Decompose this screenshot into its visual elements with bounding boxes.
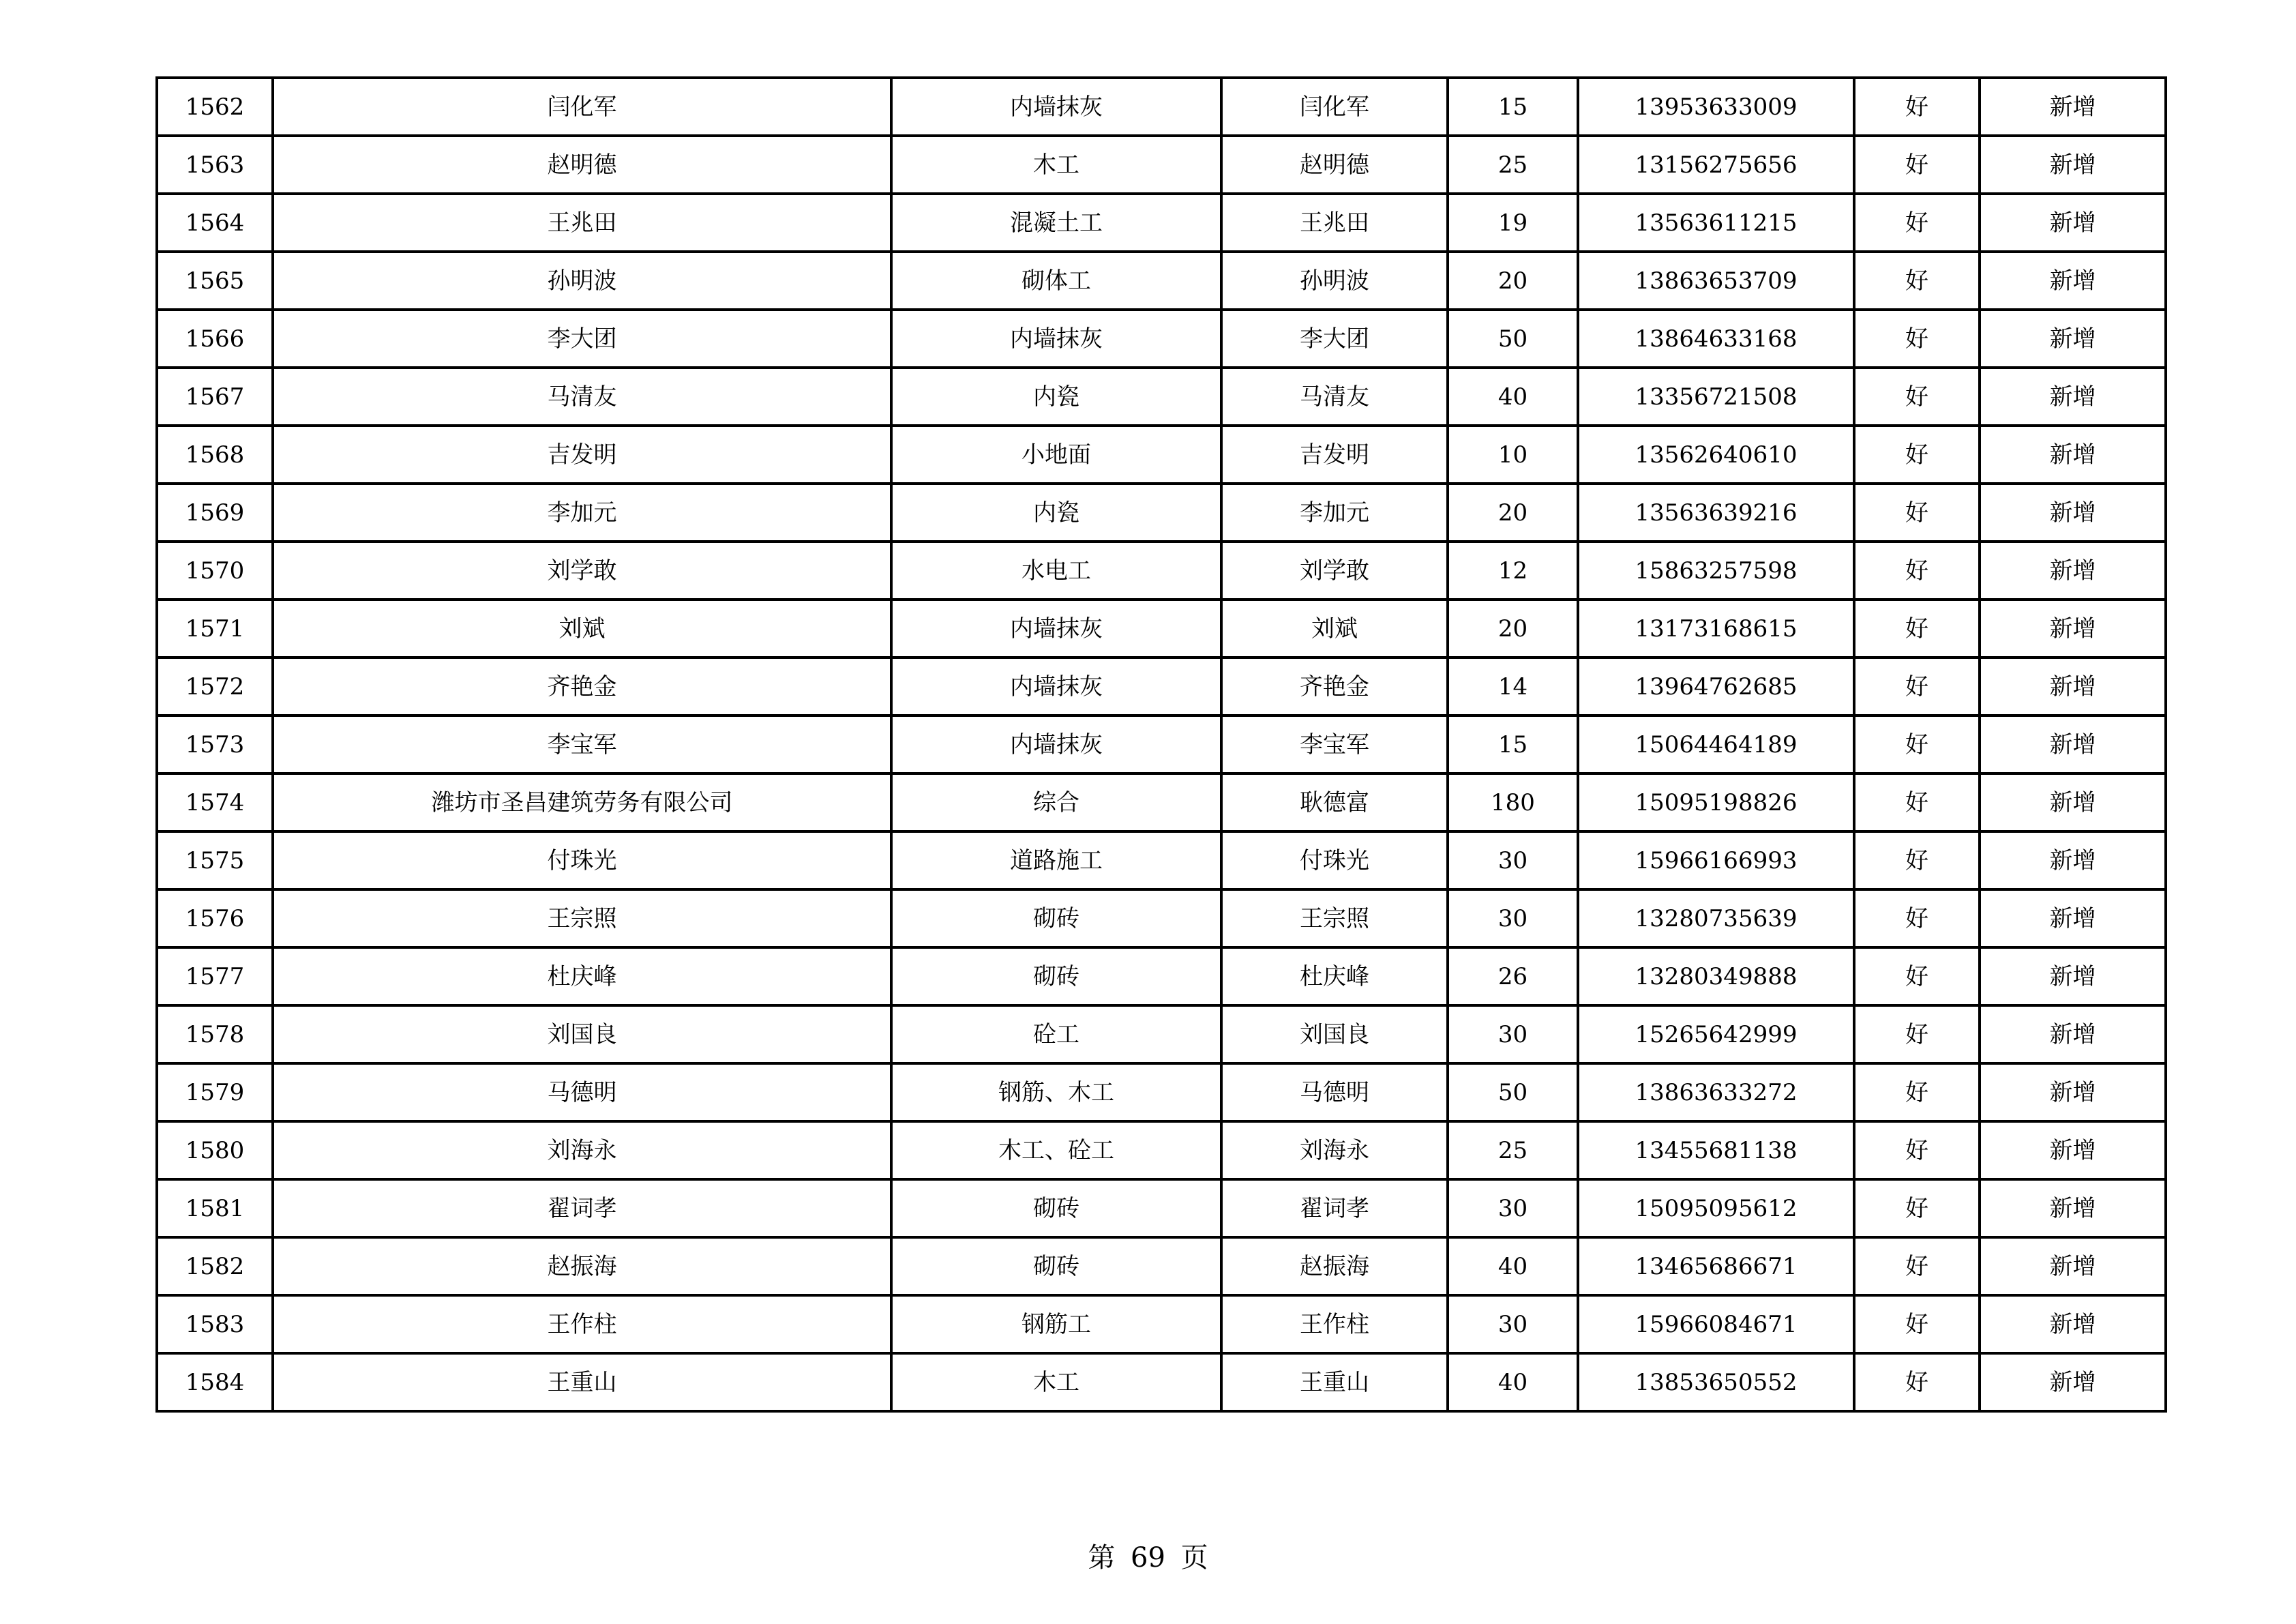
cell-rating: 好 [1854, 889, 1980, 947]
cell-team-name: 孙明波 [273, 252, 891, 310]
cell-status: 新增 [1980, 136, 2166, 194]
cell-team-name: 杜庆峰 [273, 947, 891, 1005]
cell-serial-number: 1582 [157, 1237, 273, 1295]
cell-worker-count: 30 [1448, 1005, 1578, 1063]
table-row [157, 1179, 2166, 1237]
table-row [157, 600, 2166, 658]
cell-worker-count: 30 [1448, 1295, 1578, 1353]
cell-rating: 好 [1854, 252, 1980, 310]
cell-contact-person: 刘斌 [1221, 600, 1448, 658]
cell-serial-number: 1566 [157, 310, 273, 368]
cell-rating: 好 [1854, 1295, 1980, 1353]
cell-status: 新增 [1980, 889, 2166, 947]
table-row [157, 136, 2166, 194]
cell-worker-count: 180 [1448, 773, 1578, 831]
cell-serial-number: 1563 [157, 136, 273, 194]
cell-phone: 13864633168 [1578, 310, 1854, 368]
cell-status: 新增 [1980, 484, 2166, 542]
cell-status: 新增 [1980, 715, 2166, 773]
table-row [157, 252, 2166, 310]
cell-contact-person: 赵振海 [1221, 1237, 1448, 1295]
cell-trade: 内墙抹灰 [891, 715, 1221, 773]
cell-worker-count: 12 [1448, 542, 1578, 600]
cell-team-name: 赵明德 [273, 136, 891, 194]
cell-serial-number: 1572 [157, 658, 273, 715]
table-row [157, 715, 2166, 773]
cell-worker-count: 30 [1448, 889, 1578, 947]
cell-status: 新增 [1980, 1353, 2166, 1411]
cell-phone: 13173168615 [1578, 600, 1854, 658]
cell-serial-number: 1576 [157, 889, 273, 947]
cell-status: 新增 [1980, 368, 2166, 426]
cell-phone: 13455681138 [1578, 1121, 1854, 1179]
cell-contact-person: 翟词孝 [1221, 1179, 1448, 1237]
cell-serial-number: 1578 [157, 1005, 273, 1063]
cell-worker-count: 15 [1448, 78, 1578, 136]
cell-worker-count: 20 [1448, 600, 1578, 658]
cell-trade: 钢筋、木工 [891, 1063, 1221, 1121]
cell-worker-count: 40 [1448, 1353, 1578, 1411]
cell-rating: 好 [1854, 831, 1980, 889]
cell-contact-person: 付珠光 [1221, 831, 1448, 889]
cell-rating: 好 [1854, 78, 1980, 136]
cell-rating: 好 [1854, 600, 1980, 658]
cell-phone: 15863257598 [1578, 542, 1854, 600]
table-row [157, 310, 2166, 368]
cell-serial-number: 1564 [157, 194, 273, 252]
table-row [157, 426, 2166, 484]
cell-serial-number: 1577 [157, 947, 273, 1005]
cell-serial-number: 1581 [157, 1179, 273, 1237]
cell-team-name: 王兆田 [273, 194, 891, 252]
cell-team-name: 齐艳金 [273, 658, 891, 715]
cell-worker-count: 20 [1448, 484, 1578, 542]
cell-serial-number: 1571 [157, 600, 273, 658]
table-row [157, 773, 2166, 831]
cell-rating: 好 [1854, 310, 1980, 368]
cell-team-name: 翟词孝 [273, 1179, 891, 1237]
cell-worker-count: 40 [1448, 368, 1578, 426]
cell-trade: 内墙抹灰 [891, 310, 1221, 368]
cell-team-name: 赵振海 [273, 1237, 891, 1295]
cell-trade: 砌体工 [891, 252, 1221, 310]
cell-phone: 13156275656 [1578, 136, 1854, 194]
cell-status: 新增 [1980, 831, 2166, 889]
cell-status: 新增 [1980, 252, 2166, 310]
cell-worker-count: 50 [1448, 310, 1578, 368]
table-row [157, 1121, 2166, 1179]
cell-rating: 好 [1854, 1353, 1980, 1411]
cell-trade: 内瓷 [891, 368, 1221, 426]
cell-trade: 砌砖 [891, 947, 1221, 1005]
cell-contact-person: 马德明 [1221, 1063, 1448, 1121]
cell-phone: 13280735639 [1578, 889, 1854, 947]
cell-team-name: 李大团 [273, 310, 891, 368]
cell-status: 新增 [1980, 542, 2166, 600]
cell-rating: 好 [1854, 715, 1980, 773]
cell-rating: 好 [1854, 426, 1980, 484]
cell-status: 新增 [1980, 78, 2166, 136]
cell-worker-count: 25 [1448, 1121, 1578, 1179]
cell-worker-count: 20 [1448, 252, 1578, 310]
cell-rating: 好 [1854, 1121, 1980, 1179]
cell-rating: 好 [1854, 368, 1980, 426]
cell-worker-count: 19 [1448, 194, 1578, 252]
cell-contact-person: 刘学敢 [1221, 542, 1448, 600]
cell-contact-person: 李大团 [1221, 310, 1448, 368]
table-row [157, 889, 2166, 947]
cell-phone: 13563611215 [1578, 194, 1854, 252]
table-row [157, 368, 2166, 426]
cell-status: 新增 [1980, 310, 2166, 368]
cell-team-name: 李加元 [273, 484, 891, 542]
cell-contact-person: 李加元 [1221, 484, 1448, 542]
cell-status: 新增 [1980, 1295, 2166, 1353]
cell-serial-number: 1569 [157, 484, 273, 542]
cell-rating: 好 [1854, 194, 1980, 252]
cell-trade: 砌砖 [891, 1237, 1221, 1295]
cell-contact-person: 耿德富 [1221, 773, 1448, 831]
cell-phone: 15966084671 [1578, 1295, 1854, 1353]
cell-status: 新增 [1980, 1237, 2166, 1295]
cell-trade: 木工 [891, 136, 1221, 194]
cell-phone: 15095198826 [1578, 773, 1854, 831]
cell-serial-number: 1567 [157, 368, 273, 426]
cell-trade: 水电工 [891, 542, 1221, 600]
cell-serial-number: 1574 [157, 773, 273, 831]
cell-phone: 13964762685 [1578, 658, 1854, 715]
cell-trade: 砼工 [891, 1005, 1221, 1063]
cell-worker-count: 40 [1448, 1237, 1578, 1295]
cell-trade: 内墙抹灰 [891, 600, 1221, 658]
cell-rating: 好 [1854, 542, 1980, 600]
cell-team-name: 王作柱 [273, 1295, 891, 1353]
cell-rating: 好 [1854, 1179, 1980, 1237]
cell-trade: 道路施工 [891, 831, 1221, 889]
cell-worker-count: 25 [1448, 136, 1578, 194]
cell-phone: 13465686671 [1578, 1237, 1854, 1295]
cell-rating: 好 [1854, 658, 1980, 715]
cell-trade: 钢筋工 [891, 1295, 1221, 1353]
roster-table [155, 76, 2167, 1413]
cell-worker-count: 14 [1448, 658, 1578, 715]
table-row [157, 1005, 2166, 1063]
cell-contact-person: 王重山 [1221, 1353, 1448, 1411]
cell-team-name: 李宝军 [273, 715, 891, 773]
cell-trade: 内瓷 [891, 484, 1221, 542]
cell-trade: 内墙抹灰 [891, 78, 1221, 136]
cell-team-name: 王重山 [273, 1353, 891, 1411]
cell-phone: 13562640610 [1578, 426, 1854, 484]
cell-trade: 小地面 [891, 426, 1221, 484]
cell-team-name: 马德明 [273, 1063, 891, 1121]
cell-serial-number: 1573 [157, 715, 273, 773]
cell-team-name: 潍坊市圣昌建筑劳务有限公司 [273, 773, 891, 831]
cell-serial-number: 1568 [157, 426, 273, 484]
cell-serial-number: 1575 [157, 831, 273, 889]
cell-serial-number: 1584 [157, 1353, 273, 1411]
cell-status: 新增 [1980, 426, 2166, 484]
table-row [157, 1063, 2166, 1121]
cell-status: 新增 [1980, 773, 2166, 831]
cell-team-name: 闫化军 [273, 78, 891, 136]
cell-team-name: 刘斌 [273, 600, 891, 658]
cell-team-name: 刘学敢 [273, 542, 891, 600]
cell-contact-person: 刘国良 [1221, 1005, 1448, 1063]
cell-phone: 13356721508 [1578, 368, 1854, 426]
cell-rating: 好 [1854, 1005, 1980, 1063]
cell-contact-person: 王宗照 [1221, 889, 1448, 947]
cell-phone: 13863633272 [1578, 1063, 1854, 1121]
cell-serial-number: 1562 [157, 78, 273, 136]
cell-contact-person: 闫化军 [1221, 78, 1448, 136]
table-row [157, 78, 2166, 136]
cell-contact-person: 王兆田 [1221, 194, 1448, 252]
cell-serial-number: 1583 [157, 1295, 273, 1353]
cell-trade: 综合 [891, 773, 1221, 831]
cell-team-name: 吉发明 [273, 426, 891, 484]
cell-status: 新增 [1980, 194, 2166, 252]
cell-phone: 15095095612 [1578, 1179, 1854, 1237]
cell-phone: 13280349888 [1578, 947, 1854, 1005]
cell-status: 新增 [1980, 1179, 2166, 1237]
cell-rating: 好 [1854, 947, 1980, 1005]
cell-worker-count: 10 [1448, 426, 1578, 484]
table-row [157, 1237, 2166, 1295]
cell-worker-count: 26 [1448, 947, 1578, 1005]
cell-trade: 内墙抹灰 [891, 658, 1221, 715]
cell-worker-count: 50 [1448, 1063, 1578, 1121]
cell-contact-person: 杜庆峰 [1221, 947, 1448, 1005]
cell-contact-person: 马清友 [1221, 368, 1448, 426]
cell-contact-person: 孙明波 [1221, 252, 1448, 310]
table-row [157, 947, 2166, 1005]
cell-phone: 13853650552 [1578, 1353, 1854, 1411]
cell-contact-person: 王作柱 [1221, 1295, 1448, 1353]
cell-trade: 砌砖 [891, 1179, 1221, 1237]
cell-serial-number: 1570 [157, 542, 273, 600]
cell-phone: 15265642999 [1578, 1005, 1854, 1063]
cell-rating: 好 [1854, 773, 1980, 831]
cell-team-name: 付珠光 [273, 831, 891, 889]
cell-contact-person: 吉发明 [1221, 426, 1448, 484]
cell-rating: 好 [1854, 484, 1980, 542]
cell-trade: 木工、砼工 [891, 1121, 1221, 1179]
cell-phone: 13863653709 [1578, 252, 1854, 310]
cell-status: 新增 [1980, 1005, 2166, 1063]
cell-rating: 好 [1854, 1237, 1980, 1295]
cell-contact-person: 赵明德 [1221, 136, 1448, 194]
cell-rating: 好 [1854, 1063, 1980, 1121]
table-row [157, 484, 2166, 542]
cell-phone: 15064464189 [1578, 715, 1854, 773]
cell-contact-person: 刘海永 [1221, 1121, 1448, 1179]
cell-trade: 木工 [891, 1353, 1221, 1411]
cell-serial-number: 1579 [157, 1063, 273, 1121]
cell-serial-number: 1580 [157, 1121, 273, 1179]
cell-phone: 15966166993 [1578, 831, 1854, 889]
cell-worker-count: 15 [1448, 715, 1578, 773]
cell-serial-number: 1565 [157, 252, 273, 310]
cell-phone: 13953633009 [1578, 78, 1854, 136]
cell-trade: 砌砖 [891, 889, 1221, 947]
cell-team-name: 马清友 [273, 368, 891, 426]
table-row [157, 542, 2166, 600]
cell-rating: 好 [1854, 136, 1980, 194]
cell-status: 新增 [1980, 947, 2166, 1005]
cell-contact-person: 齐艳金 [1221, 658, 1448, 715]
cell-status: 新增 [1980, 658, 2166, 715]
cell-status: 新增 [1980, 1121, 2166, 1179]
cell-contact-person: 李宝军 [1221, 715, 1448, 773]
cell-worker-count: 30 [1448, 831, 1578, 889]
table-row [157, 1353, 2166, 1411]
cell-phone: 13563639216 [1578, 484, 1854, 542]
table-row [157, 194, 2166, 252]
table-row [157, 831, 2166, 889]
table-row [157, 1295, 2166, 1353]
cell-team-name: 王宗照 [273, 889, 891, 947]
roster-body [157, 78, 2166, 1411]
cell-status: 新增 [1980, 600, 2166, 658]
cell-team-name: 刘国良 [273, 1005, 891, 1063]
cell-trade: 混凝土工 [891, 194, 1221, 252]
table-row [157, 658, 2166, 715]
cell-status: 新增 [1980, 1063, 2166, 1121]
cell-worker-count: 30 [1448, 1179, 1578, 1237]
page-number: 第 69 页 [1088, 1542, 1208, 1574]
cell-team-name: 刘海永 [273, 1121, 891, 1179]
